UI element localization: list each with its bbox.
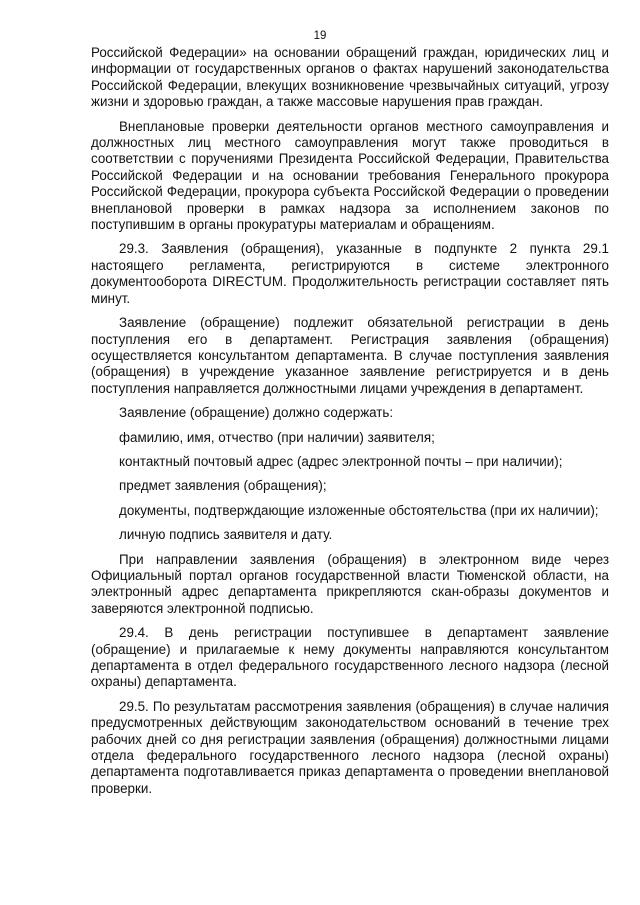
paragraph-29-5: 29.5. По результатам рассмотрения заявления (обращения) в случае наличия предусмотренных действующим законодательством оснований в течение трех рабочих дней со дня регистрации заявления (обращения) должностными лицами отдела федерального государственного лесного надзора (лесной охраны) департамента подготавливается приказ департамента о проведении внеплановой проверки. (91, 698, 609, 796)
paragraph-registration: Заявление (обращение) подлежит обязательной регистрации в день поступления его в департамент. Регистрация заявления (обращения) осуществляется консультантом департамента. В случае поступления заявления (обращения) в учреждение указанное заявление регистрируется и в день поступления направляется должностными лицами учреждения в департамент. (91, 315, 609, 396)
list-item-subject: предмет заявления (обращения); (119, 478, 327, 494)
list-item-full-name: фамилию, имя, отчество (при наличии) заявителя; (119, 429, 435, 445)
list-item-documents: документы, подтверждающие изложенные обстоятельства (при их наличии); (119, 502, 599, 518)
paragraph-electronic-submission: При направлении заявления (обращения) в электронном виде через Официальный портал органов государственной власти Тюменской области, на электронный адрес департамента прикрепляются скан-образы документов и заверяются электронной подписью. (91, 551, 609, 616)
paragraph-continuation: Российской Федерации» на основании обращений граждан, юридических лиц и информации от государственных органов о фактах нарушений законодательства Российской Федерации, влекущих возникновение чрезвычайных ситуаций, угрозу жизни и здоровью граждан, а также массовые нарушения прав граждан. (91, 45, 609, 110)
paragraph-contents-intro: Заявление (обращение) должно содержать: (119, 405, 394, 421)
list-item-address: контактный почтовый адрес (адрес электронной почты – при наличии); (119, 453, 563, 469)
paragraph-29-3: 29.3. Заявления (обращения), указанные в подпункте 2 пункта 29.1 настоящего регламента, регистрируются в системе электронного документооборота DIRECTUM. Продолжительность регистрации составляет пять минут. (91, 241, 609, 306)
list-item-signature: личную подпись заявителя и дату. (119, 527, 333, 543)
paragraph-29-4: 29.4. В день регистрации поступившее в департамент заявление (обращение) и прилагаемые к нему документы направляются консультантом департамента в отдел федерального государственного лесного надзора (лесной охраны) департамента. (91, 625, 609, 690)
paragraph-unscheduled-inspections: Внеплановые проверки деятельности органов местного самоуправления и должностных лиц местного самоуправления могут также проводиться в соответствии с поручениями Президента Российской Федерации, Правительства Российской Федерации и на основании требования Генерального прокурора Российской Федерации, прокурора субъекта Российской Федерации о проведении внеплановой проверки в рамках надзора за исполнением законов по поступившим в органы прокуратуры материалам и обращениям. (91, 118, 609, 233)
page-number: 19 (313, 30, 327, 42)
document-body (91, 45, 609, 805)
